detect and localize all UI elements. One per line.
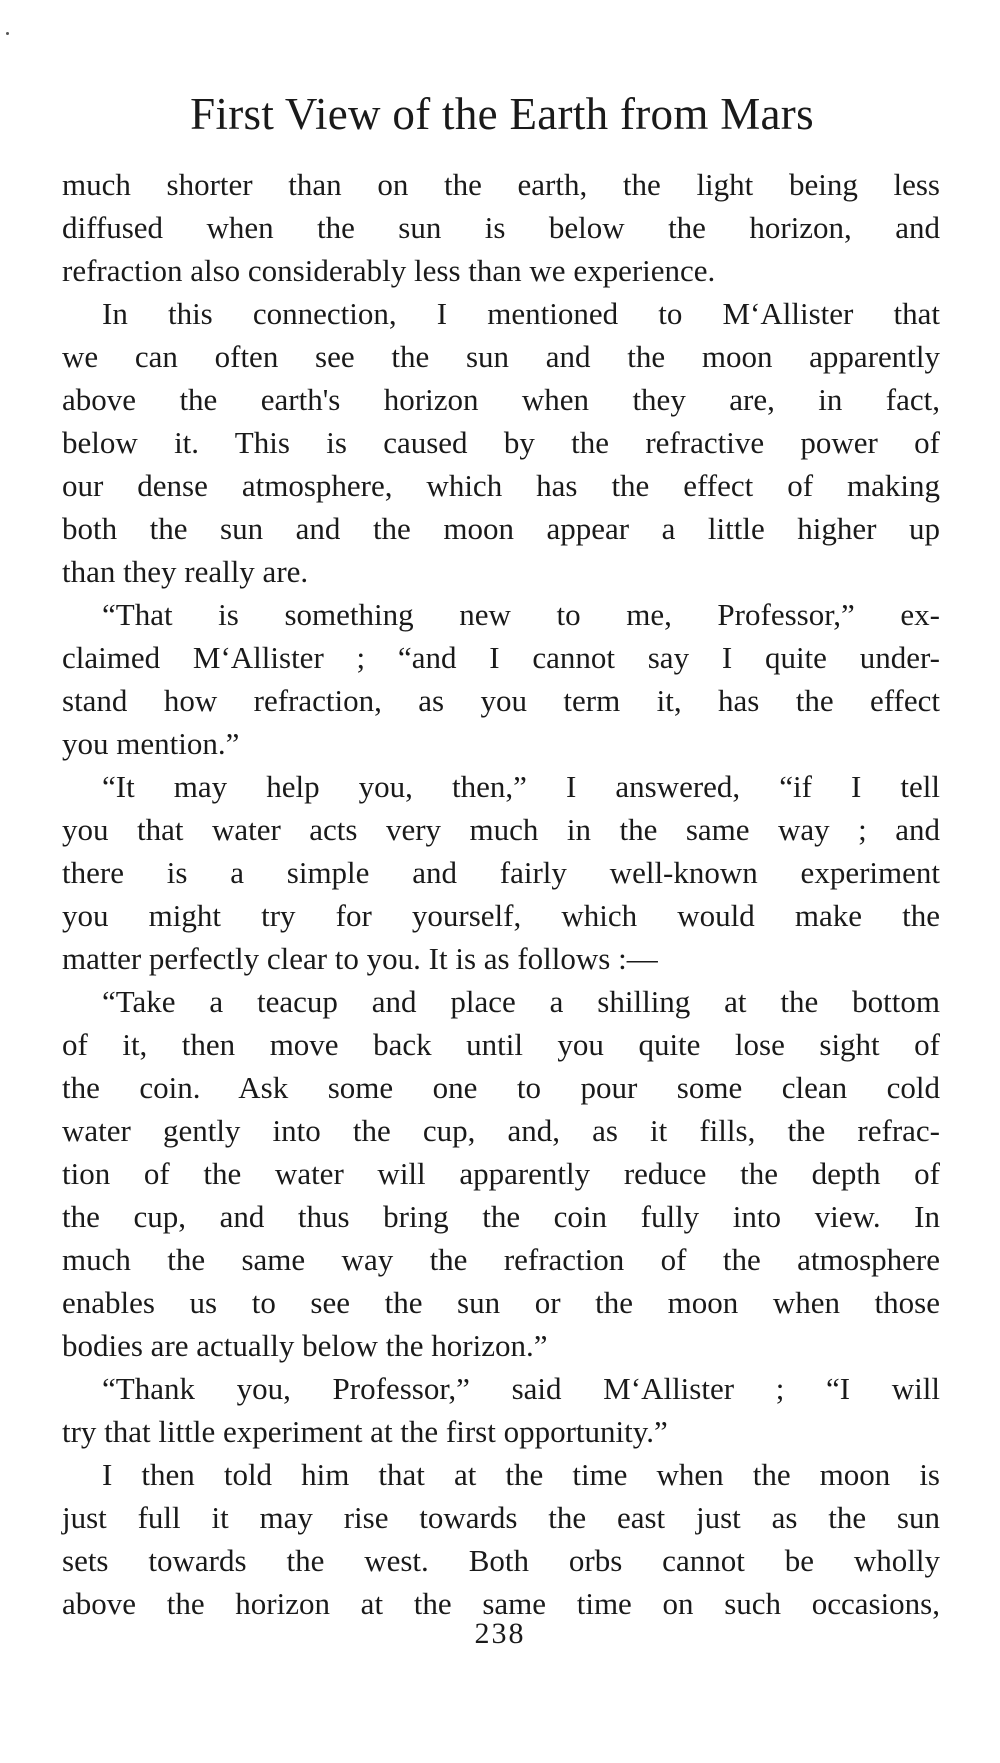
text-line: below it. This is caused by the refractive power of (62, 425, 940, 460)
text-line: above the earth's horizon when they are, in fact, (62, 382, 940, 417)
text-line: our dense atmosphere, which has the effect of making (62, 468, 940, 503)
text-line: above the horizon at the same time on such occasions, (62, 1586, 940, 1621)
text-line: both the sun and the moon appear a little higher up (62, 511, 940, 546)
text-line: enables us to see the sun or the moon when those (62, 1285, 940, 1320)
text-line: you might try for yourself, which would make the (62, 898, 940, 933)
text-line: diffused when the sun is below the horizon, and (62, 210, 940, 245)
text-line: you mention.” (62, 726, 240, 761)
text-line: stand how refraction, as you term it, has the effect (62, 683, 940, 718)
text-line: the coin. Ask some one to pour some clean cold (62, 1070, 940, 1105)
running-head: First View of the Earth from Mars (190, 89, 814, 139)
text-line: “Thank you, Professor,” said M‘Allister ; “I will (102, 1371, 940, 1406)
text-line: than they really are. (62, 554, 309, 589)
text-line: the cup, and thus bring the coin fully into view. In (62, 1199, 940, 1234)
text-line: “Take a teacup and place a shilling at the bottom (102, 984, 940, 1019)
page-number: 238 (474, 1617, 526, 1650)
text-line: we can often see the sun and the moon apparently (62, 339, 940, 374)
text-line: refraction also considerably less than we experience. (62, 253, 716, 288)
text-line: there is a simple and fairly well-known experiment (62, 855, 940, 890)
text-line: matter perfectly clear to you. It is as follows :— (62, 941, 658, 976)
text-line: much the same way the refraction of the atmosphere (62, 1242, 940, 1277)
text-line: tion of the water will apparently reduce the depth of (62, 1156, 940, 1191)
text-line: I then told him that at the time when the moon is (102, 1457, 940, 1492)
body-text (62, 163, 940, 1625)
text-line: sets towards the west. Both orbs cannot be wholly (62, 1543, 940, 1578)
text-line: “It may help you, then,” I answered, “if I tell (102, 769, 940, 804)
text-line: you that water acts very much in the same way ; and (62, 812, 940, 847)
text-line: claimed M‘Allister ; “and I cannot say I quite under- (62, 640, 940, 675)
text-line: much shorter than on the earth, the light being less (62, 167, 940, 202)
text-line: bodies are actually below the horizon.” (62, 1328, 548, 1363)
text-line: try that little experiment at the first opportunity.” (62, 1414, 668, 1449)
scan-speck (6, 32, 9, 35)
text-line: just full it may rise towards the east just as the sun (62, 1500, 940, 1535)
text-line: In this connection, I mentioned to M‘Allister that (102, 296, 940, 331)
text-line: of it, then move back until you quite lose sight of (62, 1027, 940, 1062)
text-line: “That is something new to me, Professor,” ex- (102, 597, 940, 632)
text-line: water gently into the cup, and, as it fills, the refrac- (62, 1113, 940, 1148)
